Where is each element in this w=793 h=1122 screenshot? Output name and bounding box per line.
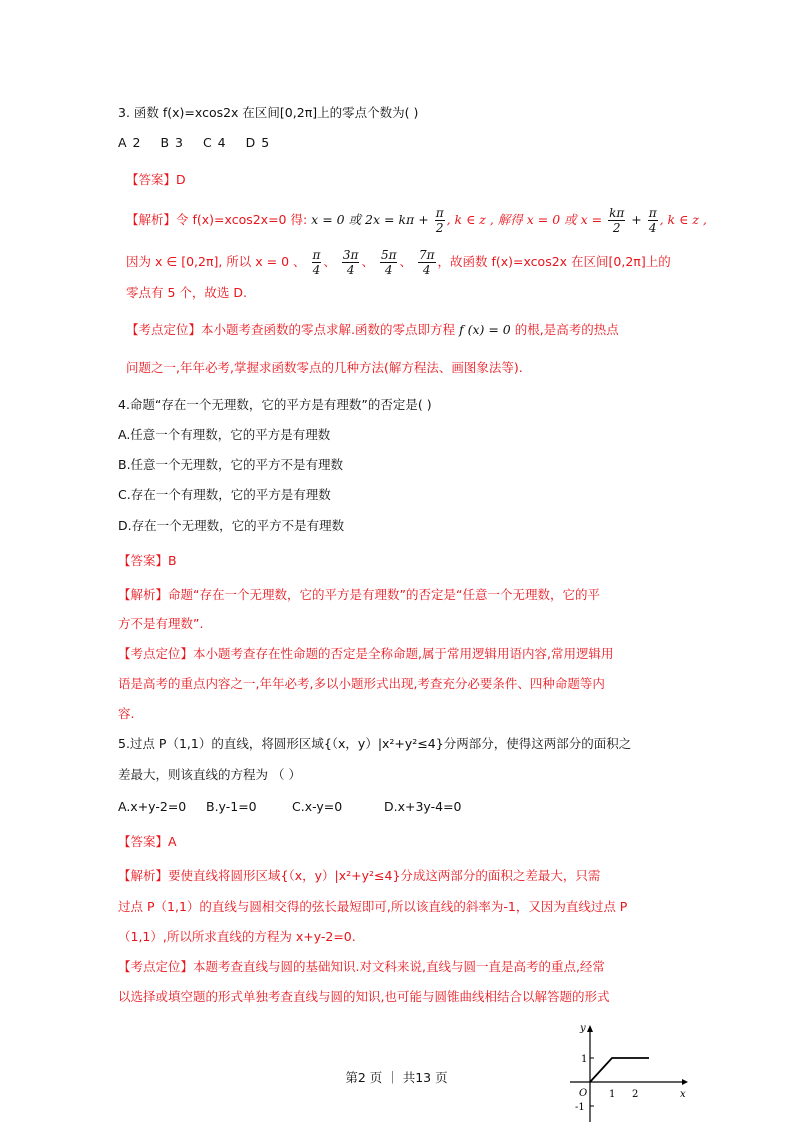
q5-option-d: D.x+3y-4=0 <box>384 799 462 814</box>
q3-option-a: A 2 <box>118 135 141 150</box>
formula: , k ∈ z , 解得 x = 0 或 x = <box>446 212 607 227</box>
answer-value: A <box>168 834 177 849</box>
fraction <box>380 248 398 277</box>
q5-options <box>118 798 462 816</box>
q4-point-line2: 语是高考的重点内容之一,年年必考,多以小题形式出现,考查充分必要条件、四种命题等内 <box>118 676 605 691</box>
q5-analysis-line1 <box>118 867 600 885</box>
y-tick-label: 1 <box>581 1054 588 1065</box>
denominator: 4 <box>648 221 657 235</box>
formula: + <box>627 212 646 227</box>
q3-answer <box>126 171 186 189</box>
function-graph <box>565 1022 690 1122</box>
answer-tag: 【答案】 <box>126 172 177 187</box>
x-axis-arrow-icon <box>682 1079 688 1085</box>
denominator: 4 <box>384 263 393 277</box>
text: 令 f(x)=xcos2x=0 得: <box>176 212 312 227</box>
x-axis-label: x <box>680 1089 686 1100</box>
formula: x = 0 或 2x = kπ + <box>311 212 433 227</box>
q4-answer <box>118 552 177 570</box>
text: 本题考查直线与圆的基础知识.对文科来说,直线与圆一直是高考的重点,经常 <box>193 959 605 974</box>
y-axis-label: y <box>580 1023 586 1034</box>
numerator: π <box>312 248 321 262</box>
fraction <box>648 206 658 235</box>
answer-value: D <box>176 172 186 187</box>
q4-point-line3: 容. <box>118 706 135 721</box>
numerator: π <box>648 206 657 220</box>
q5-option-c: C.x-y=0 <box>292 799 343 814</box>
answer-tag: 【答案】 <box>118 834 169 849</box>
y-tick-label: -1 <box>575 1102 585 1113</box>
point-tag: 【考点定位】 <box>118 646 194 661</box>
q5-analysis-line3: （1,1）,所以所求直线的方程为 x+y-2=0. <box>118 929 356 944</box>
y-axis-arrow-icon <box>587 1025 593 1032</box>
q5-option-b: B.y-1=0 <box>206 799 257 814</box>
numerator: π <box>435 206 444 220</box>
text: 要使直线将圆形区域{（x，y）|x²+y²≤4}分成这两部分的面积之差最大，只需 <box>168 868 601 883</box>
separator: 、 <box>323 254 336 269</box>
q5-answer <box>118 833 177 851</box>
q3-options <box>118 134 269 152</box>
q4-option-a: A.任意一个有理数，它的平方是有理数 <box>118 427 331 442</box>
text: 命题“存在一个无理数，它的平方是有理数”的否定是“任意一个无理数，它的平 <box>168 587 600 602</box>
analysis-tag: 【解析】 <box>118 868 169 883</box>
analysis-tag: 【解析】 <box>118 587 169 602</box>
q3-option-c: C 4 <box>202 135 226 150</box>
fraction <box>342 248 360 277</box>
q4-question: 4.命题“存在一个无理数，它的平方是有理数”的否定是( ) <box>118 397 432 412</box>
q4-option-b: B.任意一个无理数，它的平方不是有理数 <box>118 457 344 472</box>
q3-point-line2: 问题之一,年年必考,掌握求函数零点的几种方法(解方程法、画图象法等). <box>126 360 523 375</box>
q5-point-line2: 以选择或填空题的形式单独考查直线与圆的知识,也可能与圆锥曲线相结合以解答题的形式 <box>118 989 610 1004</box>
answer-tag: 【答案】 <box>118 553 169 568</box>
q5-question-line2: 差最大，则该直线的方程为 （ ） <box>118 767 301 782</box>
q3-analysis-line2 <box>126 248 671 277</box>
text: 本小题考查存在性命题的否定是全称命题,属于常用逻辑用语内容,常用逻辑用 <box>193 646 614 661</box>
formula: , k ∈ z , <box>659 212 707 227</box>
q5-point-line1 <box>118 958 605 976</box>
numerator: 3π <box>342 248 359 262</box>
answer-value: B <box>168 553 177 568</box>
q4-point-line1 <box>118 645 613 663</box>
denominator: 2 <box>435 221 444 235</box>
analysis-tag: 【解析】 <box>126 212 177 227</box>
fraction <box>435 206 445 235</box>
page-footer: 第2 页 ｜ 共13 页 <box>345 1070 448 1085</box>
fraction <box>418 248 436 277</box>
point-tag: 【考点定位】 <box>126 322 202 337</box>
separator: 、 <box>399 254 412 269</box>
x-tick-label: 1 <box>609 1089 616 1100</box>
q3-option-b: B 3 <box>160 135 183 150</box>
formula: f (x) = 0 <box>458 322 511 337</box>
text: 本小题考查函数的零点求解.函数的零点即方程 <box>201 322 459 337</box>
text: 的根,是高考的热点 <box>510 322 619 337</box>
numerator: 7π <box>418 248 435 262</box>
q5-question-line1: 5.过点 P（1,1）的直线，将圆形区域{（x，y）|x²+y²≤4}分两部分，使得这两部分的面积之 <box>118 736 632 751</box>
q5-analysis-line2: 过点 P（1,1）的直线与圆相交得的弦长最短即可,所以该直线的斜率为-1，又因为直线过点 P <box>118 899 628 914</box>
x-tick-label: 2 <box>632 1089 639 1100</box>
q5-option-a: A.x+y-2=0 <box>118 799 187 814</box>
q4-analysis-line2: 方不是有理数”. <box>118 616 204 631</box>
fraction <box>608 206 625 235</box>
q3-option-d: D 5 <box>245 135 270 150</box>
q4-option-c: C.存在一个有理数，它的平方是有理数 <box>118 487 331 502</box>
numerator: kπ <box>609 206 625 220</box>
point-tag: 【考点定位】 <box>118 959 194 974</box>
q3-point-line1 <box>126 321 619 339</box>
numerator: 5π <box>380 248 397 262</box>
text: 因为 x ∈ [0,2π], 所以 x = 0 、 <box>126 254 306 269</box>
q3-question: 3. 函数 f(x)=xcos2x 在区间[0,2π]上的零点个数为( ) <box>118 105 419 120</box>
origin-label: O <box>579 1088 588 1099</box>
q3-analysis-line3: 零点有 5 个，故选 D. <box>126 285 247 300</box>
q4-analysis-line1 <box>118 586 600 604</box>
q3-analysis-line1 <box>126 206 707 235</box>
q4-option-d: D.存在一个无理数，它的平方不是有理数 <box>118 518 345 533</box>
denominator: 4 <box>422 263 431 277</box>
function-line <box>590 1058 649 1082</box>
separator: 、 <box>361 254 374 269</box>
text: ，故函数 f(x)=xcos2x 在区间[0,2π]上的 <box>437 254 671 269</box>
fraction <box>312 248 322 277</box>
denominator: 4 <box>312 263 321 277</box>
denominator: 4 <box>346 263 355 277</box>
denominator: 2 <box>612 221 621 235</box>
